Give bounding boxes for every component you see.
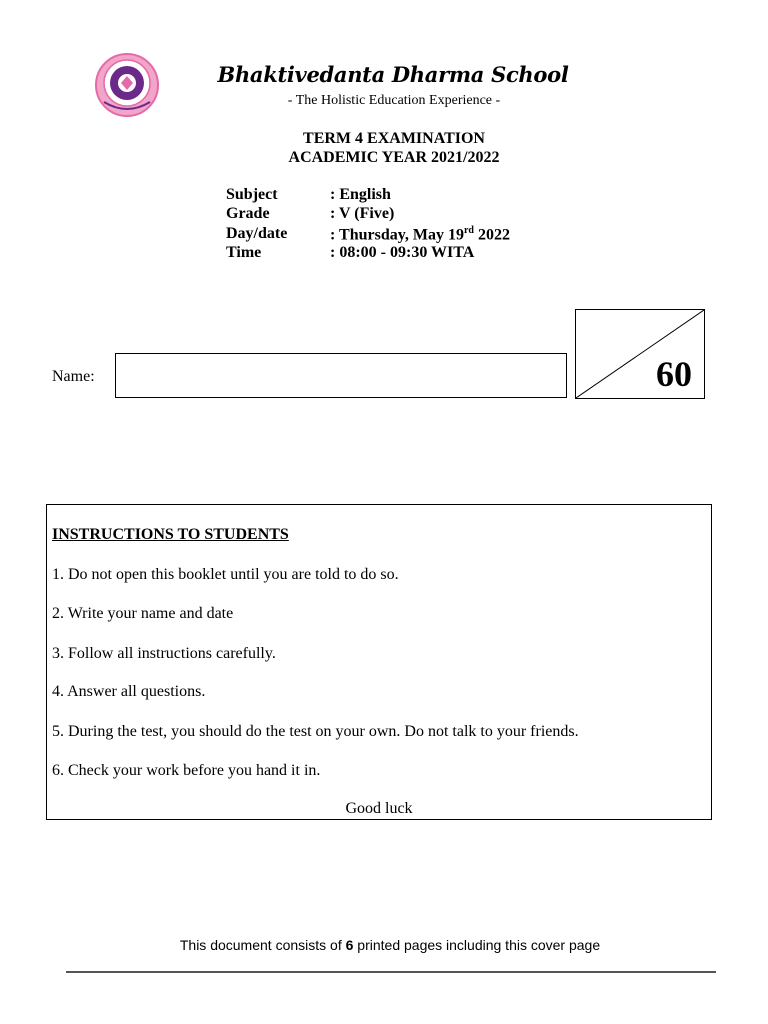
- score-total: 60: [656, 354, 692, 394]
- good-luck-text: Good luck: [345, 800, 413, 817]
- grade-label: Grade: [226, 205, 270, 222]
- instruction-item: 3. Follow all instructions carefully.: [52, 645, 276, 662]
- page-count-note: [0, 937, 768, 953]
- instruction-item: 2. Write your name and date: [52, 605, 234, 622]
- date-value: [330, 225, 510, 244]
- instruction-item: 6. Check your work before you hand it in.: [52, 762, 321, 779]
- score-box: [575, 309, 705, 399]
- time-value: : 08:00 - 09:30 WITA: [330, 244, 475, 261]
- school-name: Bhaktivedanta Dharma School: [217, 62, 569, 87]
- time-label: Time: [226, 244, 262, 261]
- date-label: Day/date: [226, 225, 288, 242]
- school-tagline: - The Holistic Education Experience -: [287, 93, 501, 108]
- date-ordinal-suffix: rd: [463, 225, 474, 236]
- instruction-item: 1. Do not open this booklet until you are told to do so.: [52, 566, 399, 583]
- instruction-item: 5. During the test, you should do the test on your own. Do not talk to your friends.: [52, 723, 579, 740]
- name-input-box[interactable]: [115, 353, 567, 398]
- name-label: Name:: [52, 368, 95, 385]
- page-count-note-prefix: This document consists of: [179, 937, 346, 953]
- instructions-box: [46, 504, 712, 820]
- grade-value: : V (Five): [330, 205, 395, 222]
- subject-label: Subject: [226, 186, 278, 203]
- instructions-heading: INSTRUCTIONS TO STUDENTS: [52, 526, 289, 543]
- academic-year: ACADEMIC YEAR 2021/2022: [288, 149, 500, 166]
- subject-value: : English: [330, 186, 391, 203]
- page-count: 6: [345, 937, 354, 953]
- date-value-year: 2022: [473, 226, 510, 244]
- footer-divider: [66, 971, 716, 973]
- page-count-note-suffix: printed pages including this cover page: [353, 937, 601, 953]
- exam-title: TERM 4 EXAMINATION: [303, 130, 485, 147]
- instruction-item: 4. Answer all questions.: [52, 683, 206, 700]
- date-value-main: : Thursday, May 19: [330, 226, 464, 244]
